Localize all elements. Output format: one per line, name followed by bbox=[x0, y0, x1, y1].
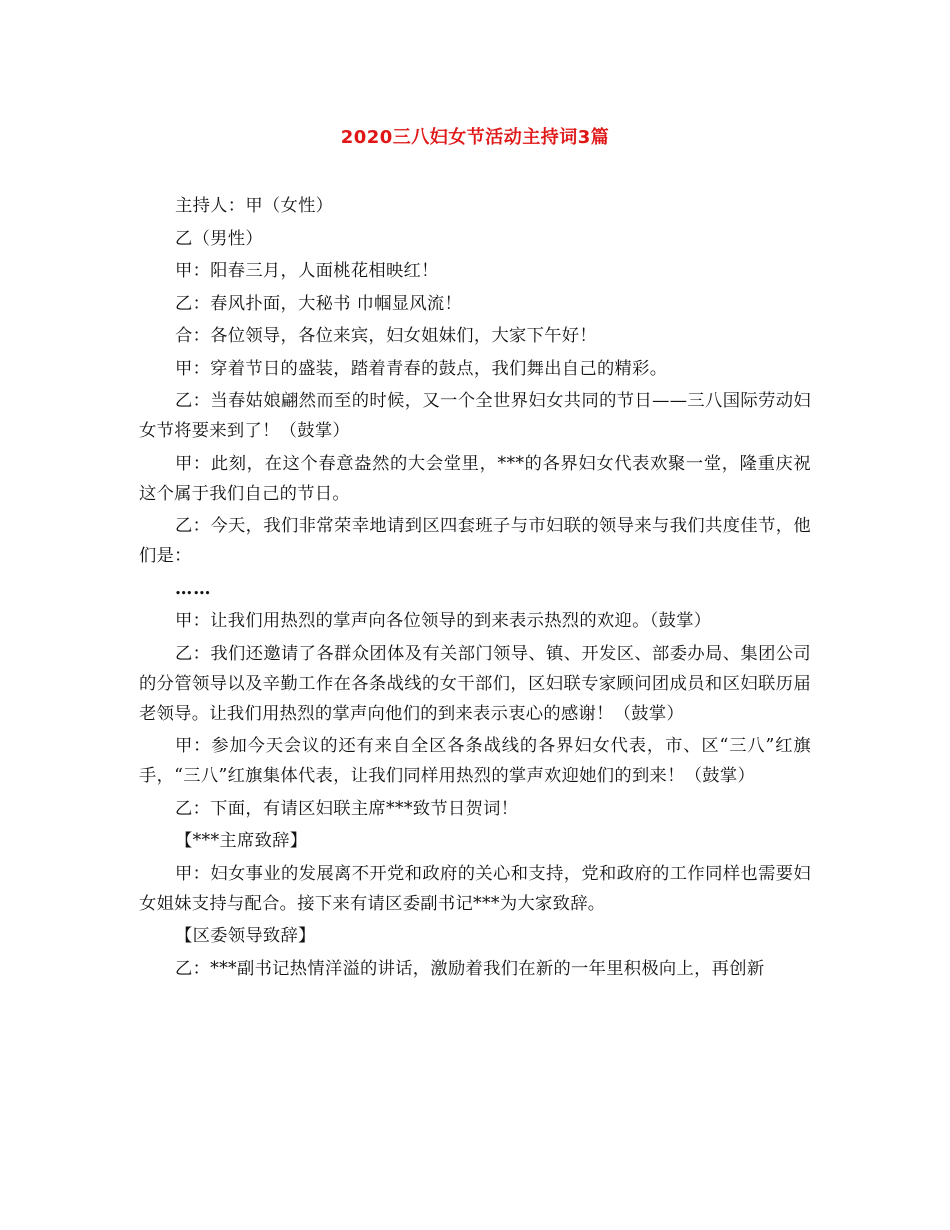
paragraph-host-male: 乙（男性） bbox=[175, 228, 263, 249]
paragraph-ellipsis: …… bbox=[175, 578, 212, 599]
paragraph: 合：各位领导，各位来宾，妇女姐妹们，大家下午好！ bbox=[175, 326, 597, 346]
paragraph: 甲：妇女事业的发展离不开党和政府的关心和支持，党和政府的工作同样也需要妇女姐妹支持与配合。接下来有请区委副书记***为大家致辞。 bbox=[139, 863, 811, 914]
paragraph: 甲：阳春三月，人面桃花相映红！ bbox=[175, 261, 439, 281]
paragraph: 甲：让我们用热烈的掌声向各位领导的到来表示热烈的欢迎。（鼓掌） bbox=[175, 611, 712, 631]
paragraph: 乙：下面，有请区妇联主席***致节日贺词！ bbox=[175, 798, 519, 819]
paragraph: 乙：***副书记热情洋溢的讲话，激励着我们在新的一年里积极向上，再创新 bbox=[175, 958, 765, 979]
paragraph: 甲：此刻，在这个春意盎然的大会堂里，***的各界妇女代表欢聚一堂，隆重庆祝这个属于我们自己的节日。 bbox=[139, 453, 811, 504]
paragraph: 甲：穿着节日的盛装，踏着青春的鼓点，我们舞出自己的精彩。 bbox=[175, 358, 668, 379]
section-marker: 【***主席致辞】 bbox=[175, 831, 308, 851]
section-marker: 【区委领导致辞】 bbox=[175, 926, 316, 946]
paragraph: 乙：春风扑面，大秘书 巾帼显风流！ bbox=[175, 293, 463, 314]
document-title: 2020三八妇女节活动主持词3篇 bbox=[340, 127, 610, 148]
paragraph: 乙：当春姑娘翩然而至的时候，又一个全世界妇女共同的节日——三八国际劳动妇女节将要来到了！（鼓掌） bbox=[139, 391, 811, 441]
paragraph: 甲：参加今天会议的还有来自全区各条战线的各界妇女代表，市、区“三八”红旗手，“三八”红旗集体代表，让我们同样用热烈的掌声欢迎她们的到来！（鼓掌） bbox=[139, 736, 811, 786]
paragraph-host-female: 主持人：甲（女性） bbox=[175, 196, 334, 216]
paragraph: 乙：今天，我们非常荣幸地请到区四套班子与市妇联的领导来与我们共度佳节，他们是： bbox=[139, 516, 811, 566]
document-body bbox=[139, 191, 811, 986]
paragraph: 乙：我们还邀请了各群众团体及有关部门领导、镇、开发区、部委办局、集团公司的分管领导以及辛勤工作在各条战线的女干部们，区妇联专家顾问团成员和区妇联历届老领导。让我们用热烈的掌声向他们的到来表示衷心的感谢！（鼓掌） bbox=[139, 643, 811, 724]
